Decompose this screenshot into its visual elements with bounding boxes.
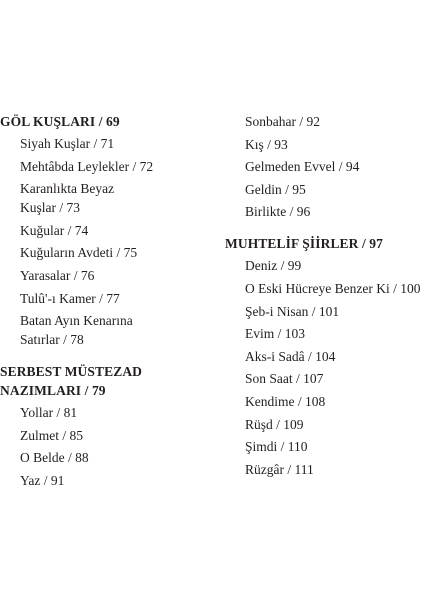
toc-entry: Aks-i Sadâ / 104 [245,348,336,364]
toc-entry: Tulû'-ı Kamer / 77 [20,290,120,306]
toc-entry: Gelmeden Evvel / 94 [245,159,360,175]
toc-entry: Deniz / 99 [245,258,302,274]
toc-entry: Yollar / 81 [20,405,78,421]
right-column [225,112,424,482]
section-title-muhtelif-siirler: MUHTELİF ŞİİRLER / 97 [225,236,384,252]
left-column [0,112,210,494]
toc-entry: Rüzgâr / 111 [245,461,314,477]
toc-entry: Batan Ayın Kenarına Satırlar / 78 [20,313,133,348]
toc-entry: Karanlıkta Beyaz Kuşlar / 73 [20,181,115,216]
section-title-gol-kuslari: GÖL KUŞLARI / 69 [0,114,120,129]
toc-entry: Kendime / 108 [245,393,326,409]
toc-entry: Kuğuların Avdeti / 75 [20,245,138,261]
toc-entry: O Belde / 88 [20,450,89,466]
toc-entry: Birlikte / 96 [245,204,311,220]
toc-entry: Son Saat / 107 [245,371,324,387]
toc-entry: Zulmet / 85 [20,427,83,443]
toc-entry: Kuğular / 74 [20,222,89,238]
toc-entry: Kış / 93 [245,136,288,152]
toc-entry: Evim / 103 [245,326,305,342]
toc-entry: Sonbahar / 92 [245,114,320,129]
toc-entry: Yarasalar / 76 [20,267,95,283]
toc-entry: O Eski Hücreye Benzer Ki / 100 [245,280,421,296]
toc-entry: Geldin / 95 [245,181,306,197]
toc-entry: Siyah Kuşlar / 71 [20,136,115,151]
toc-entry: Yaz / 91 [20,472,65,488]
toc-entry: Mehtâbda Leylekler / 72 [20,158,154,174]
section-title-serbest-mustezad: SERBEST MÜSTEZAD NAZIMLARI / 79 [0,364,143,399]
toc-entry: Şeb-i Nisan / 101 [245,303,340,319]
toc-entry: Şimdi / 110 [245,439,308,455]
toc-entry: Rüşd / 109 [245,416,304,432]
